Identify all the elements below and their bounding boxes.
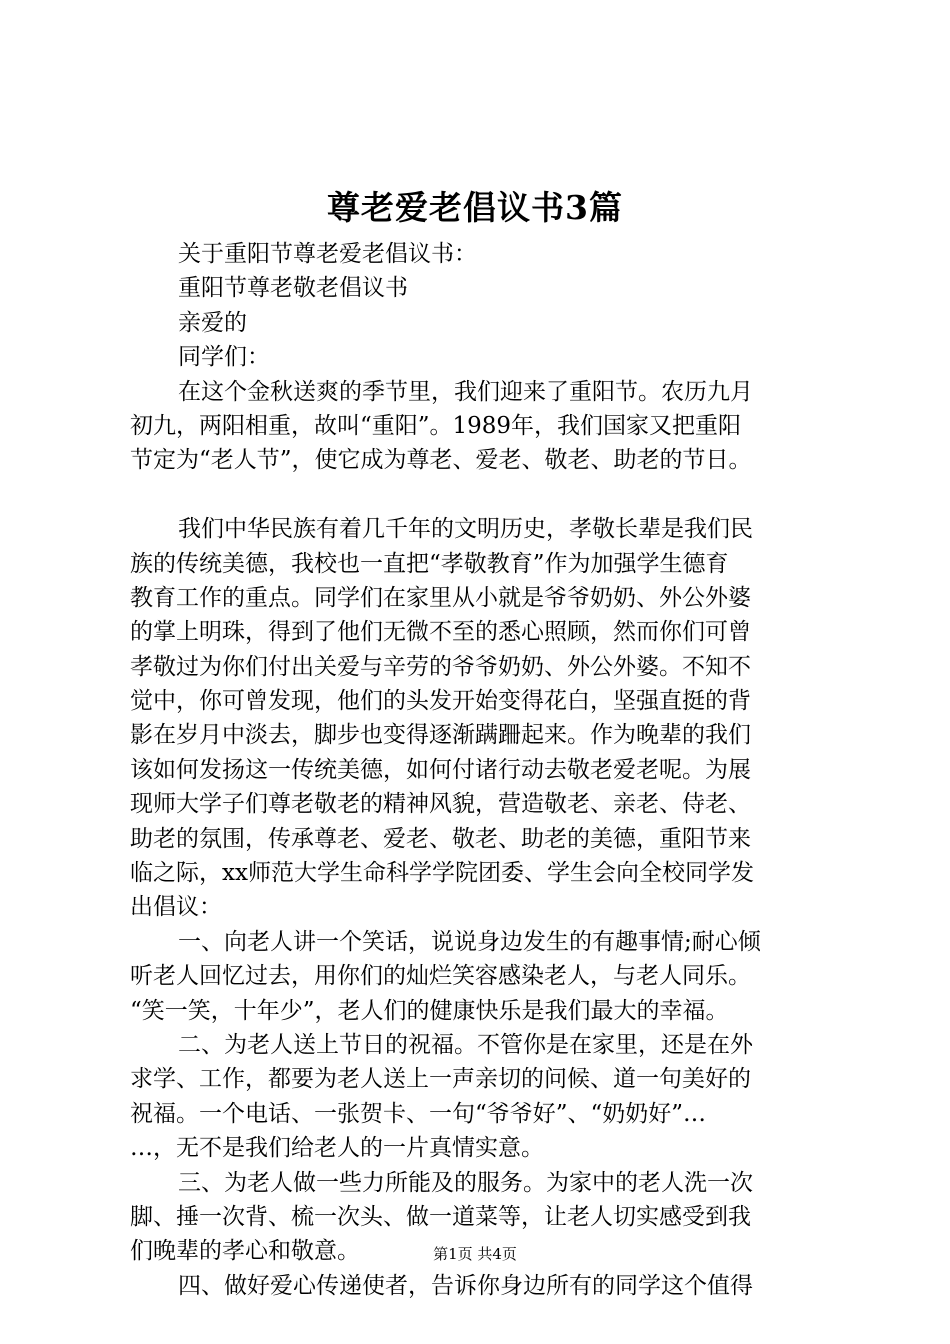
body-line: 我们中华民族有着几千年的文明历史，孝敬长辈是我们民 [178, 516, 753, 543]
body-line: 觉中，你可曾发现，他们的头发开始变得花白，坚强直挺的背 [130, 688, 751, 715]
page-footer: 第1页 共4页 [433, 1245, 517, 1263]
body-line: 二、为老人送上节日的祝福。不管你是在家里，还是在外 [178, 1031, 753, 1058]
body-line: 脚、捶一次背、梳一次头、做一道菜等，让老人切实感受到我 [130, 1203, 751, 1230]
body-line: 听老人回忆过去，用你们的灿烂笑容感染老人，与老人同乐。 [130, 963, 751, 990]
body-line: 节定为“老人节”，使它成为尊老、爱老、敬老、助老的节日。 [130, 447, 752, 474]
blank-line [130, 478, 855, 512]
body-line: 出倡议： [130, 894, 222, 921]
body-line: 的掌上明珠，得到了他们无微不至的悉心照顾，然而你们可曾 [130, 619, 751, 646]
body-line: 同学们： [178, 344, 270, 371]
body-line: 孝敬过为你们付出关爱与辛劳的爷爷奶奶、外公外婆。不知不 [130, 653, 751, 680]
body-line: 一、向老人讲一个笑话，说说身边发生的有趣事情;耐心倾 [178, 928, 761, 955]
body-line: 现师大学子们尊老敬老的精神风貌，营造敬老、亲老、侍老、 [130, 791, 751, 818]
body-line: 影在岁月中淡去，脚步也变得逐渐蹒跚起来。作为晚辈的我们 [130, 722, 751, 749]
body-line: 临之际，xx师范大学生命科学学院团委、学生会向全校同学发 [130, 860, 754, 887]
body-line: …，无不是我们给老人的一片真情实意。 [130, 1135, 544, 1162]
body-line: “笑一笑，十年少”，老人们的健康快乐是我们最大的幸福。 [130, 997, 729, 1024]
body-line: 四、做好爱心传递使者，告诉你身边所有的同学这个值得 [178, 1272, 753, 1299]
body-line: 族的传统美德，我校也一直把“孝敬教育”作为加强学生德育 [130, 550, 729, 577]
body-line: 初九，两阳相重，故叫“重阳”。1989年，我们国家又把重阳 [130, 412, 742, 439]
body-line: 在这个金秋送爽的季节里，我们迎来了重阳节。农历九月 [178, 378, 753, 405]
body-line: 求学、工作，都要为老人送上一声亲切的问候、道一句美好的 [130, 1066, 751, 1093]
document-title: 尊老爱老倡议书3篇 [327, 188, 623, 227]
body-line: 助老的氛围，传承尊老、爱老、敬老、助老的美德，重阳节来 [130, 825, 751, 852]
body-line: 祝福。一个电话、一张贺卡、一句“爷爷好”、“奶奶好”… [130, 1100, 707, 1127]
body-line: 重阳节尊老敬老倡议书 [178, 275, 408, 302]
body-line: 关于重阳节尊老爱老倡议书： [178, 241, 477, 267]
body-line: 们晚辈的孝心和敬意。 [130, 1238, 360, 1265]
document-body [130, 237, 855, 1303]
body-line: 亲爱的 [178, 309, 247, 336]
body-line: 该如何发扬这一传统美德，如何付诸行动去敬老爱老呢。为展 [130, 756, 751, 783]
body-line: 三、为老人做一些力所能及的服务。为家中的老人洗一次 [178, 1169, 753, 1196]
body-line: 教育工作的重点。同学们在家里从小就是爷爷奶奶、外公外婆 [130, 584, 751, 611]
